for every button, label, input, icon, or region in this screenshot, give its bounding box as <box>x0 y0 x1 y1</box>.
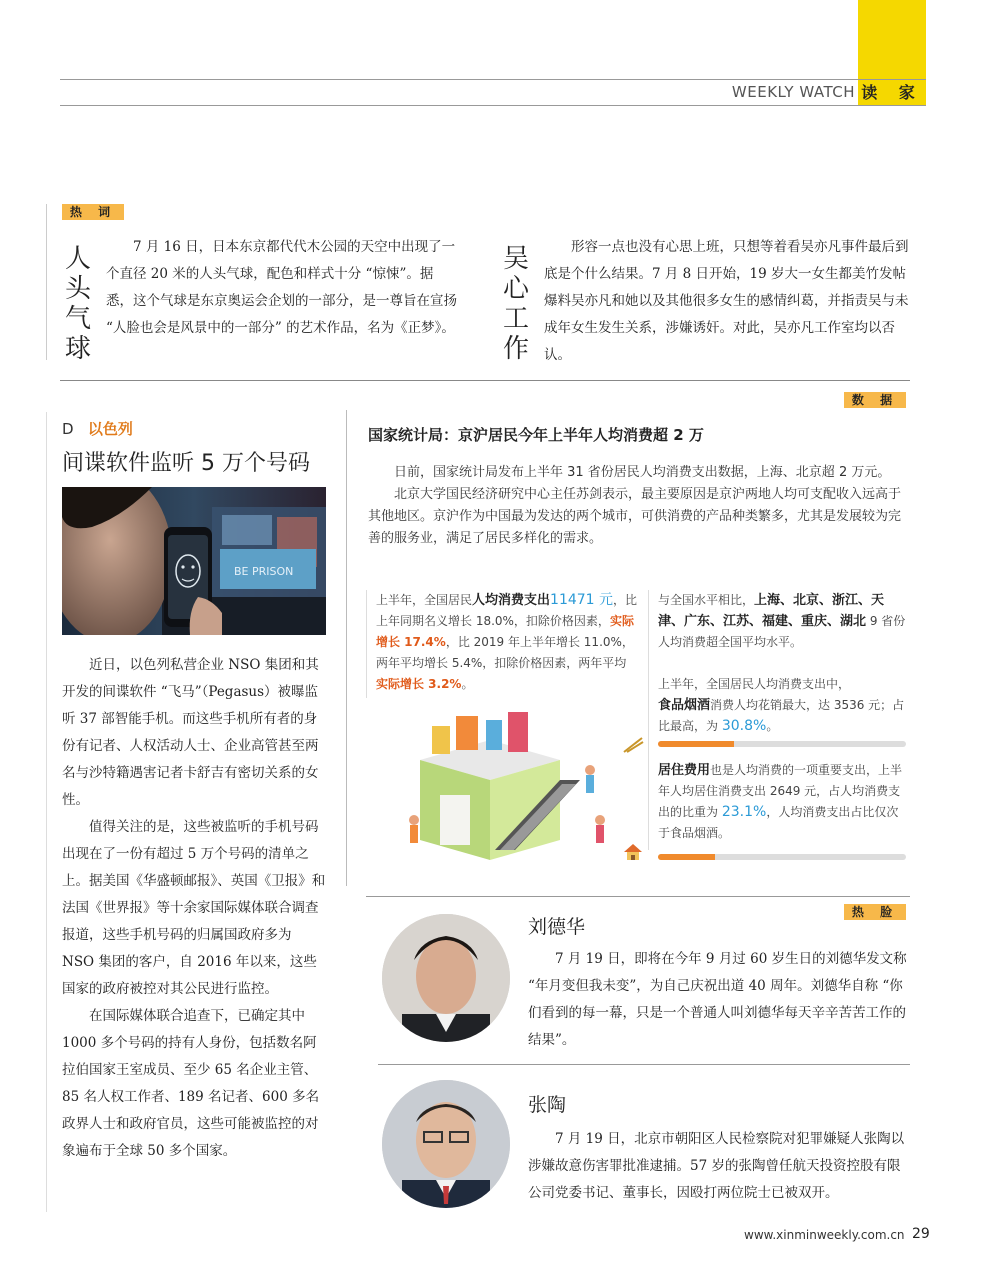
food-share-fill <box>658 741 734 747</box>
d-article-body <box>62 652 326 1165</box>
data-paragraph-2: 北京大学国民经济研究中心主任苏剑表示，最主要原因是京沪两地人均可支配收入远高于其他地区。京沪作为中国最为发达的两个城市，可供消费的产品种类繁多，尤其是发展较为完善的服务业，满足了居民多样化的需求。 <box>368 487 902 546</box>
weekly-watch-label: WEEKLY WATCH <box>731 83 855 101</box>
data-title: 国家统计局：京沪居民今年上半年人均消费超 2 万 <box>368 426 704 444</box>
provinces-text-1: 与全国水平相比， <box>658 593 755 607</box>
housing-text-2: ，人均消费支出占比仅次于食品烟酒。 <box>658 805 899 840</box>
footer-url: www.xinminweekly.com.cn <box>744 1228 905 1242</box>
data-paragraph-1: 日前，国家统计局发布上半年 31 省份居民人均消费支出数据，上海、北京超 2 万元。 <box>394 465 891 480</box>
d-paragraph-1: 近日，以色列私营企业 NSO 集团和其开发的间谍软件 “飞马”（Pegasus）被曝监听 37 部智能手机。而这些手机所有者的身份有记者、人权活动人士、企业高管甚至两名与沙特籍遇害记者卡舒吉有密切关系的女性。 <box>62 657 319 808</box>
header-rule-bottom <box>60 105 926 106</box>
real-growth-1: 实际增长 17.4% <box>376 614 634 649</box>
hot-word-text-left: 7 月 16 日，日本东京都代代木公园的天空中出现了一个直径 20 米的人头气球，配色和样式十分 “惊悚”。据悉，这个气球是东京奥运会企划的一部分，是一尊旨在宣扬 “人脸也会是风景中的一部分” 的艺术作品，名为《正梦》。 <box>106 239 457 336</box>
d-section-side-rule <box>46 412 47 1212</box>
food-key: 食品烟酒 <box>658 698 711 713</box>
provinces-text-2: 9 省份人均消费超全国平均水平。 <box>658 614 906 649</box>
hot-words-tag: 热 词 <box>62 204 124 220</box>
consumption-text-2: ，比上年同期名义增长 18.0%，扣除价格因素， <box>376 593 638 628</box>
info-left-rule <box>366 590 367 698</box>
avatar-zhang-tao <box>382 1080 510 1208</box>
photo-sign-text: BE PRISON <box>234 565 294 578</box>
food-percent: 30.8% <box>721 718 767 734</box>
hot-word-title-right: 吴心工作 <box>502 244 529 364</box>
real-growth-2: 实际增长 3.2% <box>376 677 462 691</box>
spyware-photo-illustration <box>62 487 326 635</box>
avatar-liu-dehua <box>382 914 510 1042</box>
consumption-text-4: 。 <box>461 677 474 691</box>
housing-key: 居住费用 <box>658 763 711 778</box>
consumption-value: 11471 元 <box>550 592 614 608</box>
data-tag: 数 据 <box>844 392 906 408</box>
consumption-illustration <box>400 700 640 870</box>
header-rule-top <box>60 79 926 80</box>
food-text-3: 。 <box>766 719 779 733</box>
person-name-1: 刘德华 <box>528 916 586 938</box>
column-divider <box>346 410 347 886</box>
housing-share-fill <box>658 854 715 860</box>
d-paragraph-3: 在国际媒体联合追查下，已确定其中 1000 多个号码的持有人身份，包括数名阿拉伯国家王室成员、至少 65 名企业主管、85 名人权工作者、189 名记者、600 多名政界人士和政府官员，这些可能被监控的对象遍布于全球 50 多个国家。 <box>62 1008 320 1159</box>
d-section-label <box>62 418 133 439</box>
info-right-rule <box>648 590 649 850</box>
housing-percent: 23.1% <box>721 804 767 820</box>
housing-spending <box>658 760 908 844</box>
d-country: 以色列 <box>87 420 133 438</box>
provinces-above-average <box>658 590 908 653</box>
consumption-text-1: 上半年，全国居民 <box>376 593 473 607</box>
person-name-2: 张陶 <box>528 1094 567 1116</box>
section-name: 读 家 <box>858 80 926 105</box>
food-text-1: 上半年，全国居民人均消费支出中， <box>658 677 851 691</box>
housing-text-1: 也是人均消费的一项重要支出，上半年人均居住消费支出 2649 元，占人均消费支出的比重为 <box>658 763 903 819</box>
spyware-photo <box>62 487 326 635</box>
hot-word-text-right: 形容一点也没有心思上班，只想等着看吴亦凡事件最后到底是个什么结果。7 月 8 日开始，19 岁大一女生都美竹发帖爆料吴亦凡和她以及其他很多女生的感情纠葛，并指责吴与未成年女生发生关系，涉嫌诱奸。对此，吴亦凡工作室均以否认。 <box>544 239 909 363</box>
provinces-list: 上海、北京、浙江、天津、广东、江苏、福建、重庆、湖北 <box>658 593 885 629</box>
data-bottom-rule <box>366 896 910 897</box>
consumption-summary <box>376 590 638 695</box>
person-text-1: 7 月 19 日，即将在今年 9 月过 60 岁生日的刘德华发文称 “年月变但我未变”，为自己庆祝出道 40 周年。刘德华自称 “你们看到的每一幕，只是一个普通人叫刘德华每天辛辛苦苦工作的结果”。 <box>528 951 907 1048</box>
d-letter: D <box>62 420 74 438</box>
d-headline: 间谍软件监听 5 万个号码 <box>62 451 310 476</box>
person-text-2: 7 月 19 日，北京市朝阳区人民检察院对犯罪嫌疑人张陶以涉嫌故意伤害罪批准逮捕。57 岁的张陶曾任航天投资控股有限公司党委书记、董事长，因殴打两位院士已被双开。 <box>528 1131 905 1201</box>
hot-faces-divider <box>378 1064 910 1065</box>
header-yellow-tab <box>858 0 926 84</box>
hot-words-bottom-rule <box>60 380 910 381</box>
d-paragraph-2: 值得关注的是，这些被监听的手机号码出现在了一份有超过 5 万个号码的清单之上。据美国《华盛顿邮报》、英国《卫报》和法国《世界报》等十余家国际媒体联合调查报道，这些手机号码的归属国政府多为 NSO 集团的客户，自 2016 年以来，这些国家的政府被控对其公民进行监控。 <box>62 819 326 997</box>
consumption-text-3: ，比 2019 年上半年增长 11.0%，两年平均增长 5.4%，扣除价格因素，两年平均 <box>376 635 634 670</box>
page-number: 29 <box>912 1226 930 1242</box>
hot-faces-tag: 热 脸 <box>844 904 906 920</box>
hot-words-side-rule <box>46 204 47 360</box>
food-text-2: 消费人均花销最大，达 3536 元；占比最高，为 <box>658 698 905 733</box>
data-intro <box>368 462 910 550</box>
housing-share-bar <box>658 854 906 860</box>
consumption-key: 人均消费支出 <box>472 593 551 608</box>
food-share-bar <box>658 741 906 747</box>
hot-word-title-left: 人头气球 <box>64 244 91 364</box>
food-spending <box>658 674 908 737</box>
